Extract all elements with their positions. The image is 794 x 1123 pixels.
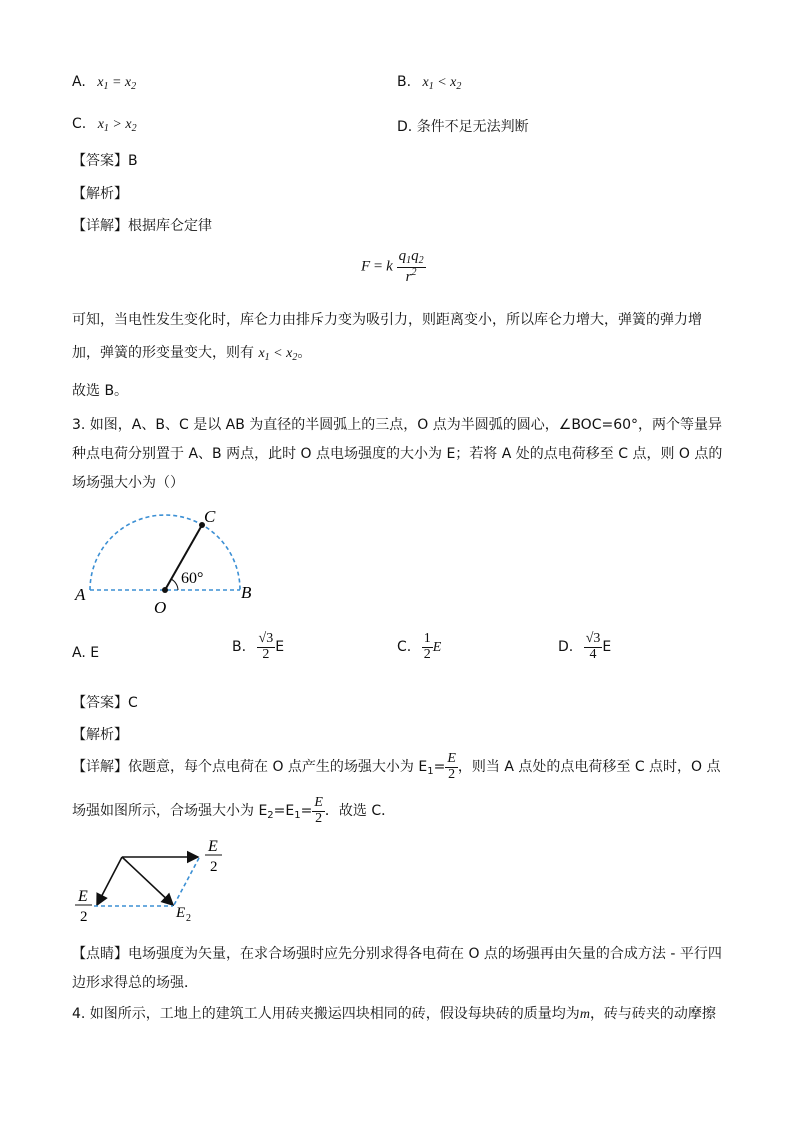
semicircle-figure bbox=[70, 500, 270, 618]
point-o bbox=[162, 587, 168, 593]
q4-text: 4. 如图所示，工地上的建筑工人用砖夹搬运四块相同的砖，假设每块砖的质量均为 bbox=[72, 1006, 580, 1022]
detail-sub: 1 bbox=[294, 810, 301, 822]
detail-text: 依题意，每个点电荷在 O 点产生的场强大小为 E bbox=[128, 759, 428, 776]
fraction-denominator: 2 bbox=[262, 646, 270, 662]
option-d-text: 条件不足无法判断 bbox=[416, 119, 529, 135]
label-angle: 60° bbox=[181, 570, 204, 587]
fraction-numerator: √3 bbox=[585, 631, 601, 646]
detail-label: 【详解】 bbox=[72, 218, 128, 234]
formula-eq: = bbox=[373, 258, 383, 275]
detail-eq: = bbox=[433, 759, 446, 776]
detail-fraction: $\frac{E}{2}$ bbox=[447, 751, 456, 782]
option-letter: B. bbox=[232, 639, 247, 656]
q3-analysis: 【解析】 bbox=[72, 727, 128, 743]
detail-fraction: $\frac{E}{2}$ bbox=[314, 795, 323, 826]
comment-text: 电场强度为矢量，在求合场强时应先分别求得各电荷在 O 点的场强再由矢量的合成方法 - 平行四 bbox=[128, 946, 722, 962]
angle-arc bbox=[171, 579, 178, 590]
detail-text-tail: ，则当 A 点处的点电荷移至 C 点时，O 点 bbox=[457, 759, 721, 776]
result-label: E bbox=[176, 905, 186, 921]
dashed-right bbox=[174, 858, 199, 905]
option-letter: D. bbox=[397, 119, 413, 135]
inequality-expr: $x_1 < x_2$ bbox=[258, 346, 298, 363]
explanation-text: 加，弹簧的形变量变大，则有 bbox=[72, 345, 254, 361]
semicircle-arc bbox=[90, 515, 240, 590]
label-c: C bbox=[204, 507, 216, 526]
option-a-expr: $x_1 = x_2$ bbox=[90, 75, 137, 92]
q3-comment-line1 bbox=[72, 943, 722, 963]
detail-text: 根据库仑定律 bbox=[128, 218, 212, 234]
q3-detail-line1 bbox=[72, 752, 721, 782]
left-label-num: E bbox=[78, 888, 88, 905]
formula-denominator: $r^2$ bbox=[405, 266, 417, 285]
vector-figure bbox=[70, 835, 240, 927]
detail-sub: 2 bbox=[267, 810, 274, 822]
q3-option-a bbox=[72, 645, 99, 661]
q2-detail bbox=[72, 215, 212, 235]
detail-text: 场强如图所示，合场强大小为 E bbox=[72, 803, 268, 820]
q2-explanation-line1: 可知，当电性发生变化时，库仑力由排斥力变为吸引力，则距离变小，所以库仑力增大，弹簧的弹力增 bbox=[72, 312, 702, 328]
q2-option-a bbox=[72, 74, 136, 92]
vector-left bbox=[97, 857, 122, 905]
q2-conclusion: 故选 B。 bbox=[72, 383, 129, 399]
option-letter: B. bbox=[397, 74, 412, 90]
formula-f: F bbox=[361, 258, 371, 275]
q3-answer: 【答案】C bbox=[72, 695, 138, 711]
q2-explanation-line2 bbox=[72, 342, 311, 363]
formula-k: k bbox=[386, 258, 393, 275]
q2-answer: 【答案】B bbox=[72, 153, 138, 169]
q3-comment-line2: 边形求得总的场强． bbox=[72, 975, 198, 991]
option-c-expr: $x_1 > x_2$ bbox=[90, 117, 137, 134]
fraction-numerator: √3 bbox=[258, 631, 274, 646]
detail-label: 【详解】 bbox=[72, 759, 128, 776]
option-letter: A. bbox=[72, 645, 86, 661]
q4-text-tail: ，砖与砖夹的动摩擦 bbox=[589, 1006, 716, 1022]
fraction-denominator: 4 bbox=[589, 646, 597, 662]
q4-line1 bbox=[72, 1003, 716, 1023]
option-d-fraction bbox=[584, 632, 603, 662]
q3-line3: 场场强大小为（） bbox=[72, 475, 184, 491]
q2-analysis: 【解析】 bbox=[72, 186, 128, 202]
top-label-num: E bbox=[208, 838, 218, 855]
formula-fraction bbox=[397, 249, 426, 285]
q4-var: m bbox=[579, 1007, 590, 1022]
top-label-den: 2 bbox=[210, 859, 218, 875]
label-a: A bbox=[75, 585, 86, 604]
option-d-tail: E bbox=[602, 639, 612, 656]
q2-option-c bbox=[72, 116, 137, 134]
q2-option-d bbox=[397, 116, 529, 136]
label-o: O bbox=[154, 598, 167, 617]
detail-sub: 1 bbox=[427, 766, 434, 778]
q3-line1: 3. 如图，A、B、C 是以 AB 为直径的半圆弧上的三点，O 点为半圆弧的圆心，∠BOC=60°，两个等量异 bbox=[72, 417, 723, 433]
option-letter: C. bbox=[397, 639, 412, 656]
q3-option-d bbox=[558, 632, 611, 662]
option-b-fraction bbox=[257, 632, 276, 662]
q3-detail-line2 bbox=[72, 796, 395, 826]
explanation-end: 。 bbox=[297, 345, 312, 361]
option-letter: A. bbox=[72, 74, 86, 90]
left-label-den: 2 bbox=[80, 909, 88, 925]
option-c-fraction bbox=[422, 632, 433, 662]
fraction-numerator: 1 bbox=[423, 631, 431, 646]
coulomb-formula bbox=[361, 249, 426, 285]
comment-label: 【点睛】 bbox=[72, 946, 128, 962]
q3-line2: 种点电荷分别置于 A、B 两点，此时 O 点电场强度的大小为 E；若将 A 处的点电荷移至 C 点，则 O 点的 bbox=[72, 446, 723, 462]
result-label-sub: 2 bbox=[186, 913, 191, 924]
detail-text-tail: ．故选 C． bbox=[324, 803, 396, 820]
option-b-expr: $x_1 < x_2$ bbox=[415, 75, 462, 92]
formula-numerator: $q_1q_2$ bbox=[398, 248, 424, 266]
option-b-tail: E bbox=[275, 639, 285, 656]
option-letter: C. bbox=[72, 116, 87, 132]
option-letter: D. bbox=[558, 639, 574, 656]
vector-resultant bbox=[122, 857, 173, 905]
option-c-tail: E bbox=[432, 640, 442, 656]
label-b: B bbox=[241, 583, 252, 602]
q3-option-c bbox=[397, 632, 441, 662]
q3-option-b bbox=[232, 632, 284, 662]
detail-mid: =E bbox=[273, 803, 295, 820]
q2-option-b bbox=[397, 74, 461, 92]
option-a-text: E bbox=[90, 645, 100, 661]
fraction-denominator: 2 bbox=[423, 646, 431, 662]
detail-eq: = bbox=[300, 803, 313, 820]
